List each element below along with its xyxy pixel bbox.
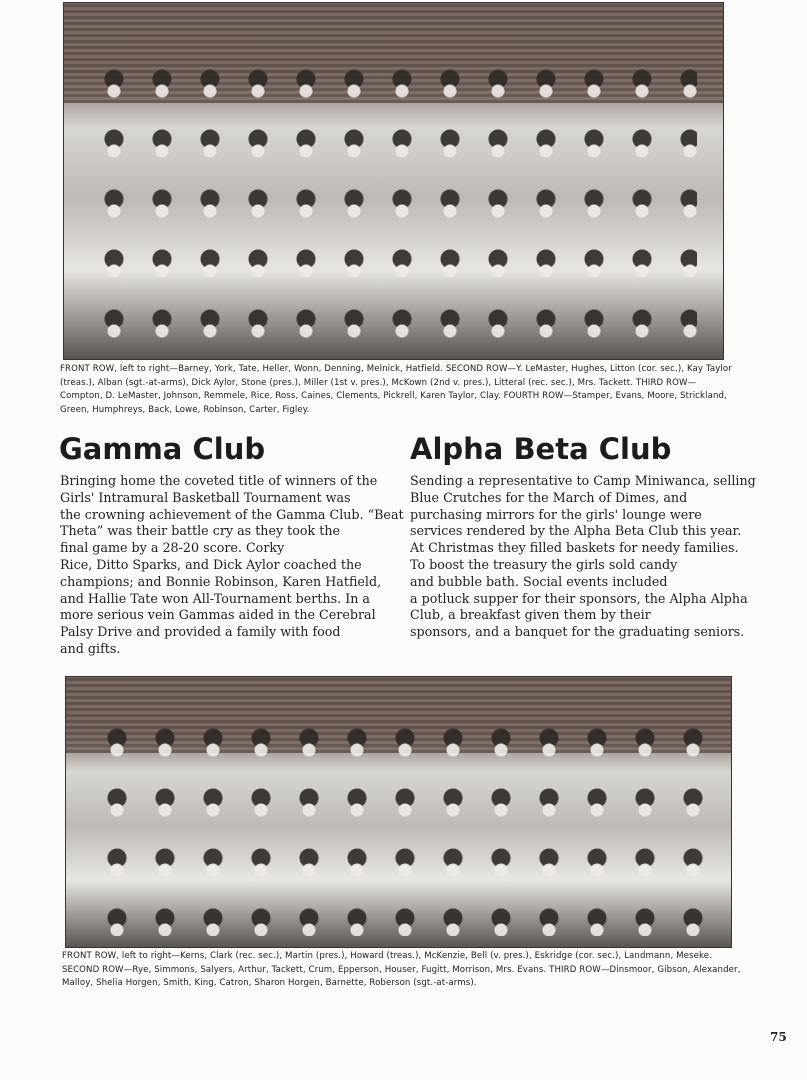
article-line: Rice, Ditto Sparks, and Dick Aylor coached the	[60, 556, 362, 572]
article-line: champions; and Bonnie Robinson, Karen Hatfield,	[60, 573, 382, 589]
article-line: purchasing mirrors for the girls' lounge were	[410, 506, 702, 522]
gamma-club-group-photo	[63, 2, 724, 360]
gamma-photo-caption: FRONT ROW, left to right—Barney, York, Tate, Heller, Wonn, Denning, Melnick, Hatfield. SECOND ROW—Y. LeMaster, Hughes, Litton (cor. sec.), Kay Taylor (treas.), Alban (sgt.-at-arms), Dick Aylor, Stone (pres.), Miller (1st v. pres.), McKown (2nd v. pres.), Litteral (rec. sec.), Mrs. Tackett. THIRD ROW—Compton, D. LeMaster, Johnson, Remmele, Rice, Ross, Caines, Clements, Pickrell, Karen Taylor, Clay. FOURTH ROW—Stamper, Evans, Moore, Strickland, Green, Humphreys, Back, Lowe, Robinson, Carter, Figley.	[60, 364, 732, 415]
article-line: and gifts.	[60, 640, 121, 656]
alpha-beta-club-article	[410, 473, 756, 641]
article-line: Sending a representative to Camp Miniwanca, selling	[410, 473, 756, 488]
article-line: To boost the treasury the girls sold candy	[410, 556, 678, 572]
article-line: Club, a breakfast given them by their	[410, 607, 651, 623]
article-line: final game by a 28-20 score. Corky	[60, 540, 285, 556]
article-line: a potluck supper for their sponsors, the Alpha Alpha	[410, 590, 748, 606]
article-line: more serious vein Gammas aided in the Cerebral	[60, 607, 376, 623]
article-line: and Hallie Tate won All-Tournament berths. In a	[60, 590, 370, 606]
gamma-club-heading: Gamma Club	[59, 432, 266, 466]
article-line: and bubble bath. Social events included	[410, 573, 668, 589]
gamma-club-article	[60, 473, 404, 658]
alpha-beta-photo-caption: FRONT ROW, left to right—Kerns, Clark (rec. sec.), Martin (pres.), Howard (treas.), McKenzie, Bell (v. pres.), Eskridge (cor. sec.), Landmann, Meseke. SECOND ROW—Rye, Simmons, Salyers, Arthur, Tackett, Crum, Epperson, Houser, Fugitt, Morrison, Mrs. Evans. THIRD ROW—Dinsmoor, Gibson, Alexander, Malloy, Shelia Horgen, Smith, King, Catron, Sharon Horgen, Barnette, Roberson (sgt.-at-arms).	[62, 951, 741, 988]
article-line: Bringing home the coveted title of winners of the	[60, 473, 378, 488]
article-line: sponsors, and a banquet for the graduating seniors.	[410, 624, 745, 640]
article-line: Theta” was their battle cry as they took the	[60, 523, 341, 539]
page-number: 75	[770, 1030, 787, 1044]
article-line: Girls' Intramural Basketball Tournament was	[60, 489, 351, 505]
article-line: Palsy Drive and provided a family with food	[60, 624, 341, 640]
alpha-beta-club-group-photo	[65, 676, 732, 948]
article-line: the crowning achievement of the Gamma Club. “Beat	[60, 506, 404, 522]
article-line: At Christmas they filled baskets for needy families.	[410, 540, 739, 556]
article-line: services rendered by the Alpha Beta Club this year.	[410, 523, 742, 539]
article-line: Blue Crutches for the March of Dimes, and	[410, 489, 688, 505]
alpha-beta-club-heading: Alpha Beta Club	[410, 432, 672, 466]
